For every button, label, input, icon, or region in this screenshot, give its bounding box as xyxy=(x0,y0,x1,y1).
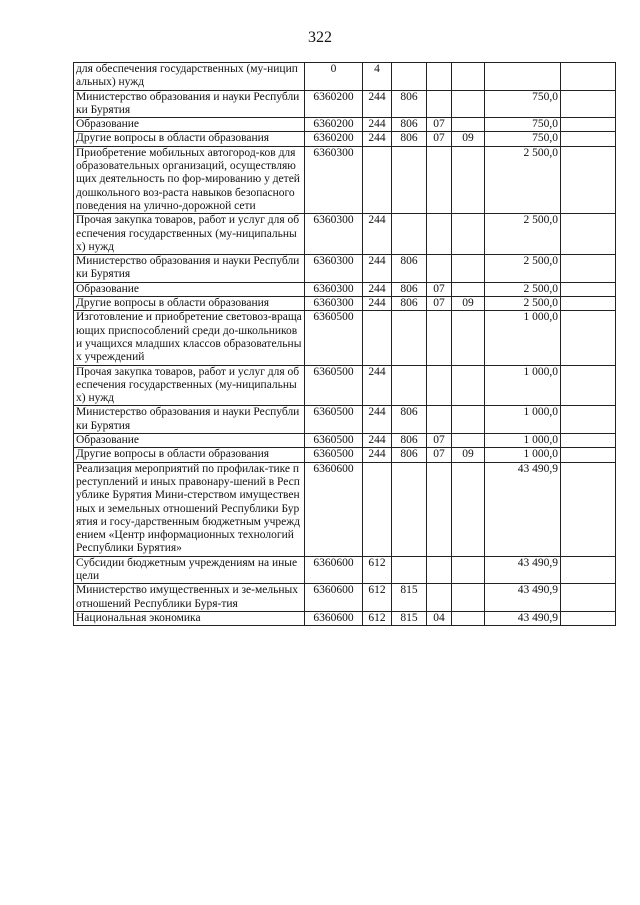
target-code-cell: 6360600 xyxy=(305,462,363,556)
page-number: 322 xyxy=(308,29,332,46)
expense-type-cell: 244 xyxy=(363,406,392,434)
item-name-cell: Субсидии бюджетным учреждениям на иные цели xyxy=(74,556,305,584)
empty-cell xyxy=(561,297,616,311)
empty-cell xyxy=(561,282,616,296)
subsection-cell: 09 xyxy=(452,132,485,146)
section-cell: 07 xyxy=(427,434,452,448)
amount-cell: 750,0 xyxy=(485,118,561,132)
expense-type-cell xyxy=(363,146,392,213)
item-name-cell: Министерство имущественных и зе-мельных отношений Республики Буря-тия xyxy=(74,584,305,612)
table-row xyxy=(74,90,616,118)
amount-cell: 43 490,9 xyxy=(485,584,561,612)
item-name-cell: Прочая закупка товаров, работ и услуг для обеспечения государственных (му-ниципальных) нужд xyxy=(74,214,305,255)
empty-cell xyxy=(561,556,616,584)
amount-cell: 1 000,0 xyxy=(485,406,561,434)
administrator-code-cell xyxy=(392,556,427,584)
empty-cell xyxy=(561,118,616,132)
expense-type-cell: 244 xyxy=(363,255,392,283)
section-cell: 07 xyxy=(427,448,452,462)
section-cell: 07 xyxy=(427,297,452,311)
table-row xyxy=(74,311,616,365)
table-row xyxy=(74,282,616,296)
administrator-code-cell: 806 xyxy=(392,255,427,283)
table-row xyxy=(74,63,616,91)
expense-type-cell: 612 xyxy=(363,584,392,612)
empty-cell xyxy=(561,448,616,462)
section-cell xyxy=(427,462,452,556)
table-row xyxy=(74,146,616,213)
amount-cell: 750,0 xyxy=(485,90,561,118)
administrator-code-cell: 806 xyxy=(392,448,427,462)
target-code-cell: 6360500 xyxy=(305,311,363,365)
administrator-code-cell xyxy=(392,311,427,365)
empty-cell xyxy=(561,90,616,118)
budget-table xyxy=(73,62,616,626)
target-code-cell: 6360500 xyxy=(305,406,363,434)
administrator-code-cell: 806 xyxy=(392,90,427,118)
section-cell xyxy=(427,90,452,118)
amount-cell: 2 500,0 xyxy=(485,282,561,296)
empty-cell xyxy=(561,365,616,406)
item-name-cell: для обеспечения государственных (му-ниципальных) нужд xyxy=(74,63,305,91)
table-row xyxy=(74,434,616,448)
table-row xyxy=(74,297,616,311)
target-code-cell: 6360600 xyxy=(305,584,363,612)
table-row xyxy=(74,462,616,556)
item-name-cell: Министерство образования и науки Республики Бурятия xyxy=(74,255,305,283)
subsection-cell xyxy=(452,434,485,448)
expense-type-cell: 244 xyxy=(363,90,392,118)
empty-cell xyxy=(561,406,616,434)
subsection-cell xyxy=(452,255,485,283)
subsection-cell xyxy=(452,611,485,625)
section-cell: 04 xyxy=(427,611,452,625)
administrator-code-cell: 806 xyxy=(392,118,427,132)
subsection-cell xyxy=(452,406,485,434)
target-code-cell: 0 xyxy=(305,63,363,91)
target-code-cell: 6360500 xyxy=(305,448,363,462)
amount-cell: 43 490,9 xyxy=(485,611,561,625)
section-cell xyxy=(427,365,452,406)
table-row xyxy=(74,448,616,462)
empty-cell xyxy=(561,63,616,91)
section-cell: 07 xyxy=(427,282,452,296)
target-code-cell: 6360200 xyxy=(305,132,363,146)
administrator-code-cell: 806 xyxy=(392,297,427,311)
target-code-cell: 6360600 xyxy=(305,611,363,625)
expense-type-cell: 4 xyxy=(363,63,392,91)
empty-cell xyxy=(561,311,616,365)
section-cell xyxy=(427,255,452,283)
section-cell xyxy=(427,146,452,213)
empty-cell xyxy=(561,255,616,283)
subsection-cell xyxy=(452,584,485,612)
expense-type-cell: 244 xyxy=(363,448,392,462)
expense-type-cell: 612 xyxy=(363,611,392,625)
subsection-cell xyxy=(452,365,485,406)
amount-cell: 750,0 xyxy=(485,132,561,146)
target-code-cell: 6360500 xyxy=(305,365,363,406)
amount-cell: 1 000,0 xyxy=(485,311,561,365)
amount-cell: 2 500,0 xyxy=(485,255,561,283)
expense-type-cell xyxy=(363,462,392,556)
item-name-cell: Изготовление и приобретение световоз-вращающих приспособлений среди до-школьников и учащихся младших классов образовательных учреждений xyxy=(74,311,305,365)
item-name-cell: Министерство образования и науки Республики Бурятия xyxy=(74,90,305,118)
item-name-cell: Другие вопросы в области образования xyxy=(74,297,305,311)
target-code-cell: 6360300 xyxy=(305,214,363,255)
administrator-code-cell xyxy=(392,365,427,406)
table-row xyxy=(74,255,616,283)
subsection-cell: 09 xyxy=(452,448,485,462)
amount-cell: 43 490,9 xyxy=(485,556,561,584)
subsection-cell xyxy=(452,462,485,556)
amount-cell: 2 500,0 xyxy=(485,146,561,213)
expense-type-cell: 244 xyxy=(363,282,392,296)
section-cell xyxy=(427,584,452,612)
administrator-code-cell xyxy=(392,63,427,91)
section-cell xyxy=(427,556,452,584)
subsection-cell xyxy=(452,214,485,255)
amount-cell: 2 500,0 xyxy=(485,297,561,311)
amount-cell xyxy=(485,63,561,91)
amount-cell: 1 000,0 xyxy=(485,365,561,406)
expense-type-cell: 244 xyxy=(363,365,392,406)
administrator-code-cell xyxy=(392,214,427,255)
expense-type-cell: 244 xyxy=(363,434,392,448)
subsection-cell xyxy=(452,90,485,118)
subsection-cell xyxy=(452,311,485,365)
amount-cell: 2 500,0 xyxy=(485,214,561,255)
table-row xyxy=(74,214,616,255)
item-name-cell: Прочая закупка товаров, работ и услуг для обеспечения государственных (му-ниципальных) нужд xyxy=(74,365,305,406)
table-row xyxy=(74,118,616,132)
administrator-code-cell xyxy=(392,146,427,213)
administrator-code-cell: 806 xyxy=(392,282,427,296)
table-row xyxy=(74,611,616,625)
table-row xyxy=(74,556,616,584)
amount-cell: 1 000,0 xyxy=(485,448,561,462)
item-name-cell: Приобретение мобильных автогород-ков для образовательных организаций, осуществляющих деятельность по фор-мированию у детей дошкольного воз-раста навыков безопасного поведения на улично-дорожной сети xyxy=(74,146,305,213)
expense-type-cell: 244 xyxy=(363,214,392,255)
administrator-code-cell: 806 xyxy=(392,434,427,448)
empty-cell xyxy=(561,132,616,146)
target-code-cell: 6360300 xyxy=(305,282,363,296)
item-name-cell: Образование xyxy=(74,282,305,296)
expense-type-cell: 244 xyxy=(363,118,392,132)
target-code-cell: 6360300 xyxy=(305,255,363,283)
subsection-cell: 09 xyxy=(452,297,485,311)
section-cell: 07 xyxy=(427,132,452,146)
table-row xyxy=(74,132,616,146)
section-cell xyxy=(427,63,452,91)
empty-cell xyxy=(561,214,616,255)
administrator-code-cell: 815 xyxy=(392,611,427,625)
section-cell xyxy=(427,311,452,365)
administrator-code-cell: 815 xyxy=(392,584,427,612)
item-name-cell: Образование xyxy=(74,118,305,132)
expense-type-cell: 244 xyxy=(363,132,392,146)
administrator-code-cell xyxy=(392,462,427,556)
expense-type-cell xyxy=(363,311,392,365)
item-name-cell: Другие вопросы в области образования xyxy=(74,132,305,146)
subsection-cell xyxy=(452,146,485,213)
subsection-cell xyxy=(452,556,485,584)
subsection-cell xyxy=(452,63,485,91)
empty-cell xyxy=(561,584,616,612)
target-code-cell: 6360600 xyxy=(305,556,363,584)
target-code-cell: 6360300 xyxy=(305,146,363,213)
expense-type-cell: 612 xyxy=(363,556,392,584)
subsection-cell xyxy=(452,118,485,132)
administrator-code-cell: 806 xyxy=(392,406,427,434)
item-name-cell: Другие вопросы в области образования xyxy=(74,448,305,462)
target-code-cell: 6360500 xyxy=(305,434,363,448)
amount-cell: 1 000,0 xyxy=(485,434,561,448)
section-cell xyxy=(427,406,452,434)
table-row xyxy=(74,584,616,612)
section-cell xyxy=(427,214,452,255)
table-body xyxy=(74,63,616,626)
administrator-code-cell: 806 xyxy=(392,132,427,146)
empty-cell xyxy=(561,462,616,556)
table-row xyxy=(74,406,616,434)
target-code-cell: 6360300 xyxy=(305,297,363,311)
expense-type-cell: 244 xyxy=(363,297,392,311)
section-cell: 07 xyxy=(427,118,452,132)
item-name-cell: Образование xyxy=(74,434,305,448)
empty-cell xyxy=(561,611,616,625)
item-name-cell: Министерство образования и науки Республики Бурятия xyxy=(74,406,305,434)
target-code-cell: 6360200 xyxy=(305,118,363,132)
item-name-cell: Национальная экономика xyxy=(74,611,305,625)
item-name-cell: Реализация мероприятий по профилак-тике преступлений и иных правонару-шений в Республике Бурятия Мини-стерством имущественных и земельных отношений Республики Бурятия и госу-дарственным бюджетным учреждением «Центр информационных технологий Республики Бурятия» xyxy=(74,462,305,556)
empty-cell xyxy=(561,434,616,448)
amount-cell: 43 490,9 xyxy=(485,462,561,556)
target-code-cell: 6360200 xyxy=(305,90,363,118)
subsection-cell xyxy=(452,282,485,296)
empty-cell xyxy=(561,146,616,213)
table-row xyxy=(74,365,616,406)
